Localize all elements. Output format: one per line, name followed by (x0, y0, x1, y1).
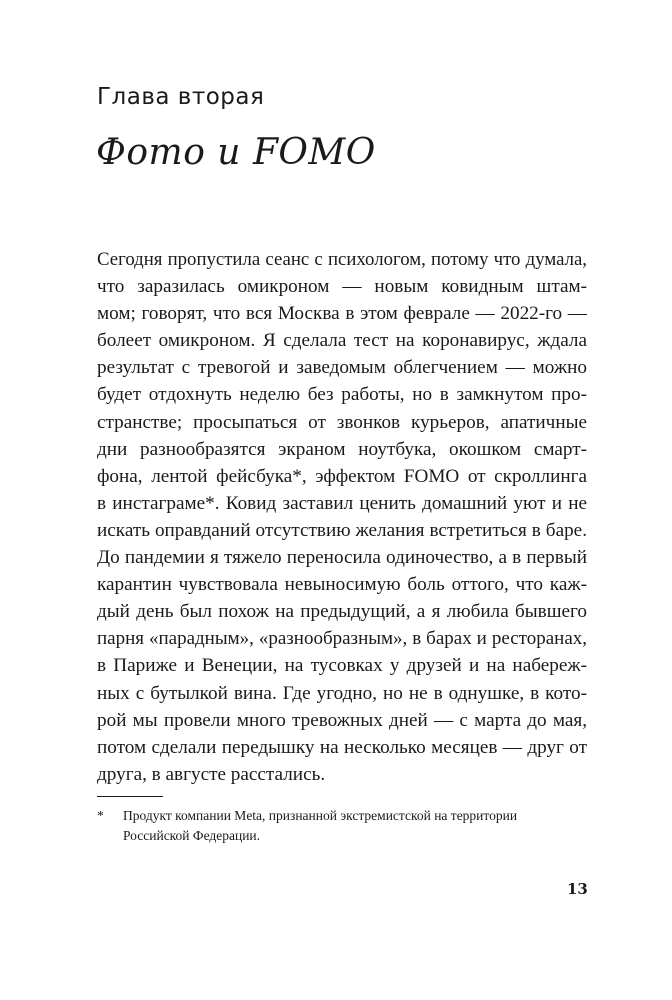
footnote-mark: * (97, 808, 104, 823)
body-line: парня «парадным», «разнообразным», в барах и ресторанах, (97, 628, 587, 650)
footnote (97, 806, 577, 846)
body-line: потом сделали передышку на несколько месяцев — друг от (97, 736, 587, 758)
body-line: дни разнообразятся экраном ноутбука, окошком смарт- (97, 438, 587, 460)
chapter-label: Глава вторая (97, 84, 265, 110)
body-line: рой мы провели много тревожных дней — с марта до мая, (97, 709, 587, 731)
body-line: дый день был похож на предыдущий, а я любила бывшего (97, 601, 587, 623)
body-line: будет отдохнуть неделю без работы, но в замкнутом про- (97, 384, 587, 406)
body-line: что заразилась омикроном — новым ковидным штам- (97, 276, 587, 298)
body-line: болеет омикроном. Я сделала тест на коронавирус, ждала (97, 330, 587, 352)
body-line: карантин чувствовала невыносимую боль оттого, что каж- (97, 574, 587, 596)
body-line: искать оправданий отсутствию желания встретиться в баре. (97, 519, 587, 541)
body-line: До пандемии я тяжело переносила одиночество, а в первый (97, 547, 587, 569)
body-line: мом; говорят, что вся Москва в этом феврале — 2022-го — (97, 303, 587, 325)
body-line: фона, лентой фейсбука*, эффектом FOMO от скроллинга (97, 465, 587, 487)
body-paragraph (97, 246, 587, 788)
body-line: ных с бутылкой вина. Где угодно, но не в однушке, в кото- (97, 682, 587, 704)
body-line: друга, в августе расстались. (97, 763, 326, 785)
body-line: результат с тревогой и заведомым облегчением — можно (97, 357, 587, 379)
body-line: в Париже и Венеции, на тусовках у друзей и на набереж- (97, 655, 587, 677)
footnote-divider (97, 796, 163, 797)
body-line: Сегодня пропустила сеанс с психологом, потому что думала, (97, 249, 587, 270)
chapter-title: Фото и FOMO (96, 132, 376, 173)
body-line: в инстаграме*. Ковид заставил ценить домашний уют и не (97, 492, 587, 514)
footnote-text: Продукт компании Meta, признанной экстремистской на территории Российской Федерации. (123, 808, 518, 843)
page-number: 13 (567, 880, 588, 898)
body-line: странстве; просыпаться от звонков курьеров, апатичные (97, 411, 587, 433)
